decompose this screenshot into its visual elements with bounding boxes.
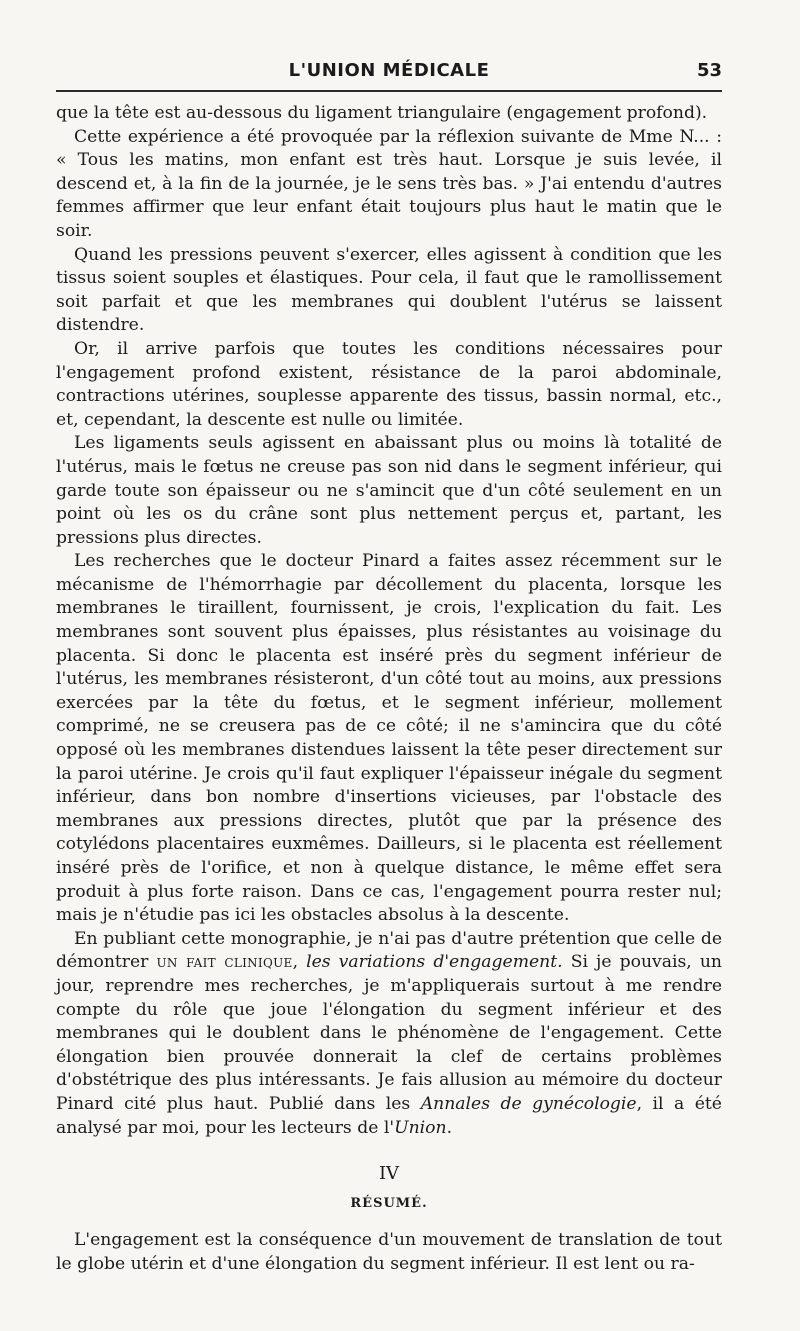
- body-text: [56, 102, 722, 1277]
- paragraph-3: Quand les pressions peuvent s'exercer, elles agissent à condition que les tissus soient souples et élastiques. Pour cela, il faut que le ramollissement soit parfait et que les membranes qui doublent l'utérus se laissent distendre.: [56, 244, 722, 336]
- paragraph-2: Cette expérience a été provoquée par la réflexion suivante de Mme N... : « Tous les matins, mon enfant est très haut. Lorsque je suis levée, il descend et, à la fin de la journée, je le sens très bas. » J'ai entendu d'autres femmes affirmer que leur enfant était toujours plus haut le matin que le soir.: [56, 126, 722, 241]
- paragraph-6: Les recherches que le docteur Pinard a faites assez récemment sur le mécanisme de l'hémorrhagie par décollement du placenta, lorsque les membranes le tiraillent, fournissent, je crois, l'explication du fait. Les membranes sont souvent plus épaisses, plus résistantes au voisinage du placenta. Si donc le placenta est inséré près du segment inférieur de l'utérus, les membranes résisteront, d'un côté tout au moins, aux pressions exercées par la tête du fœtus, et le segment inférieur, mollement comprimé, ne se creusera pas de ce côté; il ne s'amincira que du côté opposé où les membranes distendues laissent la tête peser directement sur la paroi utérine. Je crois qu'il faut expliquer l'épaisseur inégale du segment inférieur, dans bon nombre d'insertions vicieuses, par l'obstacle des membranes aux pressions directes, plutôt que par la présence des cotylédons placentaires euxmêmes. Dailleurs, si le placenta est réellement inséré près de l'orifice, et non à quelque distance, le même effet sera produit à plus forte raison. Dans ce cas, l'engagement pourra rester nul; mais je n'étudie pas ici les obstacles absolus à la descente.: [56, 551, 722, 926]
- page-number: 53: [696, 60, 722, 81]
- p7-text-a: En publiant cette monographie, je n'ai pas d'autre prétention que celle de démontrer: [56, 928, 722, 973]
- p7-italic-2: Annales de gynécologie: [420, 1093, 637, 1114]
- paragraph-5: Les ligaments seuls agissent en abaissant plus ou moins là totalité de l'utérus, mais le fœtus ne creuse pas son nid dans le segment inférieur, qui garde toute son épaisseur ou ne s'amincit que d'un côté seulement en un point où les os du crâne sont plus nettement perçus et, partant, les pressions plus directes.: [56, 433, 722, 548]
- running-title: L'UNION MÉDICALE: [288, 60, 490, 81]
- p7-text-e: .: [446, 1117, 453, 1138]
- paragraph-8: L'engagement est la conséquence d'un mouvement de translation de tout le globe utérin et d'une élongation du segment inférieur. Il est lent ou ra-: [56, 1230, 722, 1274]
- p7-italic-1: les variations d'engagement.: [306, 952, 563, 973]
- p7-text-d: , il a été analysé par moi, pour les lecteurs de l': [56, 1093, 722, 1138]
- p7-italic-3: Union: [394, 1117, 447, 1138]
- paragraph-4: Or, il arrive parfois que toutes les conditions nécessaires pour l'engagement profond existent, résistance de la paroi abdominale, contractions utérines, souplesse apparente des tissus, bassin normal, etc., et, cependant, la descente est nulle ou limitée.: [56, 338, 722, 430]
- page-header: [56, 56, 722, 92]
- paragraph-7: [56, 928, 722, 1140]
- p7-text-c: Si je pouvais, un jour, reprendre mes recherches, je m'appliquerais surtout à me rendre compte du rôle que joue l'élongation du segment inférieur et des membranes qui le doublent dans le phénomène de l'engagement. Cette élongation bien prouvée donnerait la clef de certains problèmes d'obstétrique des plus intéressants. Je fais allusion au mémoire du docteur Pinard cité plus haut. Publié dans les: [56, 952, 722, 1114]
- p7-smallcaps: un fait clinique: [156, 952, 293, 973]
- p7-text-b: ,: [292, 952, 299, 973]
- section-title: RÉSUMÉ.: [350, 1195, 428, 1211]
- paragraph-1: que la tête est au-dessous du ligament triangulaire (engagement profond).: [56, 103, 708, 123]
- section-number: IV: [378, 1163, 400, 1185]
